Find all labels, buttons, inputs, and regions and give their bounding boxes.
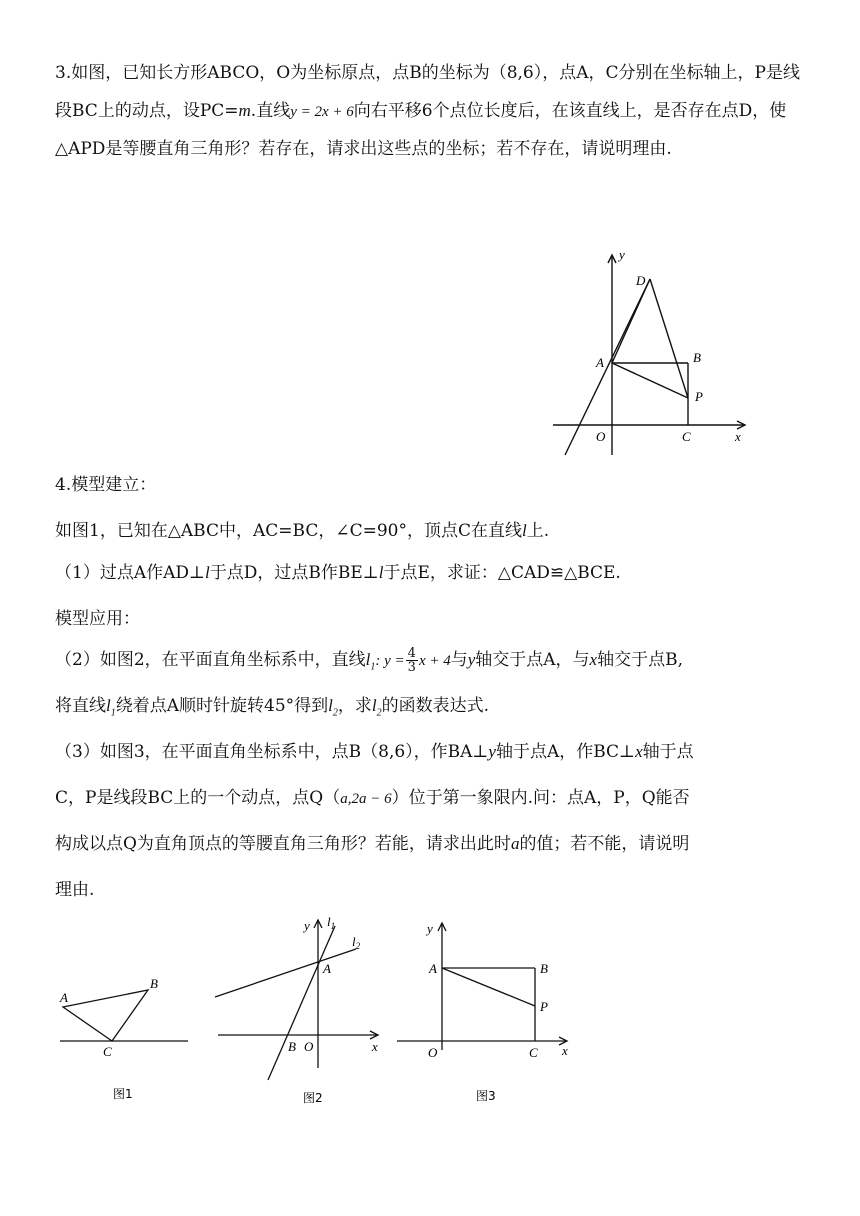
q1-text-c: 于点E，求证：△CAD≌△BCE.: [383, 563, 621, 583]
problem4-heading: 4.模型建立：: [55, 475, 157, 495]
var-a: a: [510, 834, 520, 853]
figure-1: [55, 960, 195, 1105]
problem3-text-part2: .直线: [250, 101, 291, 121]
var-l1: l: [106, 696, 111, 715]
label-x: x: [735, 429, 741, 444]
q1-text-b: 于点D，过点B作BE⊥: [209, 563, 379, 583]
problem4-q3-line1: [55, 737, 694, 762]
q2-line2-text-b: 绕着点A顺时针旋转45°得到: [115, 696, 329, 716]
label-l1-main: l: [327, 914, 331, 929]
q3-text-a: （3）如图3，在平面直角坐标系中，点B（8,6），作BA⊥: [55, 742, 489, 762]
label-A: A: [323, 961, 331, 976]
shifted-line: [565, 279, 650, 455]
problem3-text-part3: 向右平移6个点位长度后，在该直线上，是否存在点D，使△APD是等腰直角三角形？若存在，请求出这些点的坐标；若不存在，请说明理由.: [55, 101, 787, 159]
label-y: y: [427, 921, 433, 936]
intro-text-b: 上.: [526, 521, 550, 541]
q2-text-d: 轴交于点B,: [597, 650, 683, 670]
fraction-denominator: 3: [407, 660, 416, 675]
q3-text-c: 轴于点: [642, 742, 694, 762]
var-y: y: [488, 742, 496, 761]
label-l1: [327, 914, 335, 931]
segment-AD: [612, 279, 650, 363]
line-l1: [268, 926, 335, 1080]
label-C: C: [682, 429, 691, 444]
problem3-number: 3.: [55, 63, 72, 83]
eq-colon-y: : y =: [375, 653, 405, 669]
problem4-q1: [55, 558, 621, 583]
var-x: x: [635, 742, 643, 761]
label-C: C: [103, 1044, 112, 1059]
label-O: O: [596, 429, 606, 444]
q2-text-c: 轴交于点A，与: [475, 650, 590, 670]
coord-a-2a-6: a,2a − 6: [340, 791, 392, 807]
label-l2: [352, 934, 361, 951]
model-application-heading: 模型应用：: [55, 609, 140, 629]
label-x: x: [562, 1043, 568, 1058]
intro-text-a: 如图1，已知在△ABC中，AC=BC，∠C=90°，顶点C在直线: [55, 521, 522, 541]
problem4-q3-line3: [55, 829, 689, 854]
q3-line2-text-b: ）位于第一象限内.问：点A，P，Q能否: [391, 788, 690, 808]
label-A: A: [596, 355, 604, 370]
q3-line3-text-b: 的值；若不能，请说明: [519, 834, 690, 854]
eq-rest: x + 4: [418, 653, 451, 669]
label-P: P: [540, 999, 548, 1014]
q2-text-b: 与: [450, 650, 468, 670]
var-l1-sub: 1: [110, 707, 116, 719]
problem4-q2-line1: [55, 645, 683, 674]
figure-2: [210, 910, 385, 1105]
q3-text-b: 轴于点A，作BC⊥: [495, 742, 636, 762]
figure-3: [395, 915, 580, 1103]
var-l1-sub: 1: [370, 661, 376, 673]
label-B: B: [150, 976, 158, 991]
figure-2-caption: 图2: [303, 1091, 323, 1105]
var-l2-sub: 2: [376, 707, 382, 719]
segment-AP: [442, 968, 535, 1006]
label-A: A: [429, 961, 437, 976]
label-B: B: [540, 961, 548, 976]
problem3-text: [55, 55, 815, 168]
label-y: y: [619, 247, 625, 262]
label-l2-main: l: [352, 934, 356, 949]
label-l2-sub: 2: [355, 941, 361, 951]
figure-3-caption: 图3: [476, 1089, 496, 1103]
label-A: A: [60, 990, 68, 1005]
label-O: O: [428, 1045, 438, 1060]
equation-y-2x-6: y = 2x + 6: [290, 104, 354, 120]
label-x: x: [372, 1039, 378, 1054]
q3-line3-text-a: 构成以点Q为直角顶点的等腰直角三角形？若能，请求出此时: [55, 834, 511, 854]
q2-line2-text-d: 的函数表达式.: [381, 696, 490, 716]
problem4-q3-line4: 理由.: [55, 880, 95, 900]
var-l: l: [378, 563, 384, 582]
problem3-figure: [545, 245, 760, 460]
triangle-ABC: [63, 990, 148, 1041]
segment-DP: [650, 279, 688, 398]
label-B: B: [288, 1039, 296, 1054]
var-x: x: [589, 650, 598, 669]
q3-line2-text-a: C，P是线段BC上的一个动点，点Q（: [55, 788, 341, 808]
label-l1-sub: 1: [330, 921, 336, 931]
label-C: C: [529, 1045, 538, 1060]
var-m: m: [238, 101, 251, 120]
label-P: P: [695, 389, 703, 404]
var-l2: l: [328, 696, 333, 715]
fraction-4-3: [406, 647, 418, 674]
q2-line2-text-c: ，求: [337, 696, 372, 716]
line-l2: [215, 949, 356, 997]
label-y: y: [304, 918, 310, 933]
problem4-q3-line2: [55, 783, 690, 808]
label-D: D: [636, 273, 646, 288]
var-y: y: [467, 650, 476, 669]
q2-text-a: （2）如图2，在平面直角坐标系中，直线: [55, 650, 366, 670]
problem4-intro: [55, 516, 549, 541]
q1-text-a: （1）过点A作AD⊥: [55, 563, 205, 583]
fraction-numerator: 4: [407, 646, 416, 661]
q2-line2-text-a: 将直线: [55, 696, 106, 716]
problem4-q2-line2: [55, 691, 489, 718]
var-l: l: [521, 521, 527, 540]
figure-1-caption: 图1: [113, 1087, 133, 1101]
label-B: B: [693, 350, 701, 365]
segment-AP: [612, 363, 688, 398]
var-l2: l: [371, 696, 377, 715]
var-l1: l: [365, 650, 371, 669]
var-l2-sub: 2: [332, 707, 338, 719]
problem3-text-part1: 如图，已知长方形ABCO，O为坐标原点，点B的坐标为（8,6），点A，C分别在坐标轴上，P是线段BC上的动点，设PC=: [55, 63, 800, 121]
var-l: l: [205, 563, 210, 582]
label-O: O: [304, 1039, 314, 1054]
